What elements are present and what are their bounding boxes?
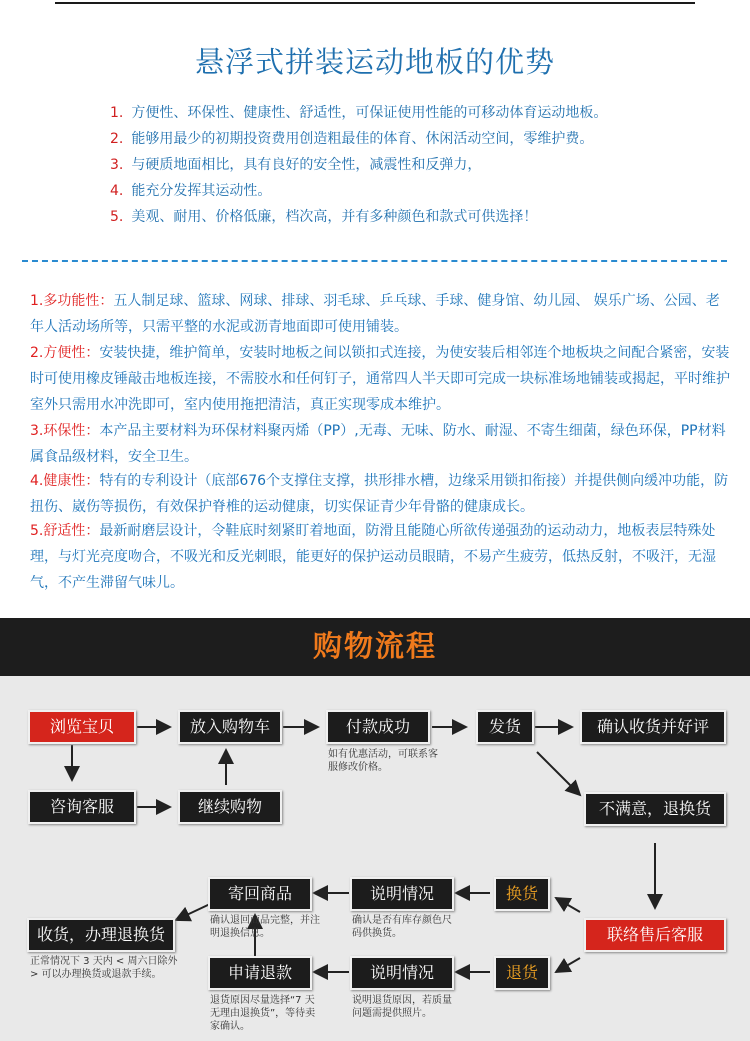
flow-step-pay-success: 付款成功 [326, 710, 430, 744]
flow-step-explain-1: 说明情况 [350, 877, 454, 911]
detail-paragraph-comfort: 5.舒适性：最新耐磨层设计，令鞋底时刻紧盯着地面，防滑且能随心所欲传递强劲的运动动力，地板表层特殊处理，与灯光亮度吻合，不吸光和反光刺眼，能更好的保护运动员眼睛，不易产生疲劳，低热反射，不吸汗，无湿气，不产生滞留气味儿。 [30, 523, 716, 591]
advantage-item: 2. 能够用最少的初期投资费用创造粗最佳的体育、休闲活动空间，零维护费。 [110, 131, 594, 147]
detail-paragraph-health: 4.健康性：特有的专利设计（底部676个支撑住支撑，拱形排水槽，边缘采用锁扣衔接）并提供侧向缓冲功能，防扭伤、崴伤等损伤，有效保护脊椎的运动健康，切实保证青少年骨骼的健康成长。 [30, 473, 729, 515]
arrow-sendback-to-receive [176, 904, 210, 920]
detail-paragraph-convenience: 2.方便性：安装快捷，维护简单，安装时地板之间以锁扣式连接，为使安装后相邻连个地板块之间配合紧密，安装时可使用橡皮锤敲击地板连接，不需胶水和任何钉子，通常四人半天即可完成一块标准场地铺装或揭起，平时维护室外只需用水冲洗即可，室内使用拖把清洁，真正实现零成本维护。 [30, 345, 730, 413]
flow-step-send-back: 寄回商品 [208, 877, 312, 911]
arrow-ship-to-dissatisfied [537, 752, 580, 795]
advantage-item: 4. 能充分发挥其运动性。 [110, 183, 272, 199]
note-explain-2: 说明退货原因，若质量问题需提供照片。 [352, 995, 452, 1019]
arrow-contact-to-return [556, 958, 580, 972]
advantage-item: 3. 与硬质地面相比，具有良好的安全性，减震性和反弹力， [110, 157, 482, 173]
flow-step-dissatisfied: 不满意，退换货 [584, 792, 726, 826]
detail-paragraph-multifunction: 1.多功能性：五人制足球、篮球、网球、排球、羽毛球、乒乓球、手球、健身馆、幼儿园、 娱乐广场、公园、老年人活动场所等，只需平整的水泥或沥青地面即可使用铺装。 [30, 293, 720, 335]
flow-step-confirm-review: 确认收货并好评 [580, 710, 726, 744]
arrow-contact-to-exchange [556, 898, 580, 912]
flow-step-ship: 发货 [476, 710, 534, 744]
note-pay: 如有优惠活动，可联系客服修改价格。 [328, 749, 438, 773]
flow-step-browse: 浏览宝贝 [28, 710, 136, 744]
note-explain-1: 确认是否有库存颜色尺码供换货。 [352, 915, 452, 939]
flow-step-exchange: 换货 [494, 877, 550, 911]
detail-paragraph-eco: 3.环保性：本产品主要材料为环保材料聚丙烯（PP）,无毒、无味、防水、耐湿、不寄生细菌，绿色环保，PP材料属食品级材料，安全卫生。 [30, 423, 726, 465]
advantage-item: 5. 美观、耐用、价格低廉，档次高，并有多种颜色和款式可供选择！ [110, 209, 538, 225]
flow-step-apply-refund: 申请退款 [208, 956, 312, 990]
flow-step-receive-refund: 收货，办理退换货 [27, 918, 175, 952]
flow-title: 购物流程 [312, 629, 437, 663]
note-send-back: 确认退回商品完整，并注明退换信息。 [210, 915, 320, 939]
advantage-item: 1. 方便性、环保性、健康性、舒适性，可保证使用性能的可移动体育运动地板。 [110, 105, 608, 121]
flow-step-continue-shopping: 继续购物 [178, 790, 282, 824]
flow-step-consult: 咨询客服 [28, 790, 136, 824]
note-refund: 退货原因尽量选择“7 天无理由退换货”，等待卖家确认。 [210, 995, 316, 1032]
page-title: 悬浮式拼装运动地板的优势 [194, 45, 555, 79]
flow-step-contact-after-sales: 联络售后客服 [584, 918, 726, 952]
note-receive: 正常情况下 3 天内 < 周六日除外 > 可以办理换货或退款手续。 [30, 956, 178, 980]
flow-step-explain-2: 说明情况 [350, 956, 454, 990]
flow-step-add-cart: 放入购物车 [178, 710, 282, 744]
flow-step-return: 退货 [494, 956, 550, 990]
